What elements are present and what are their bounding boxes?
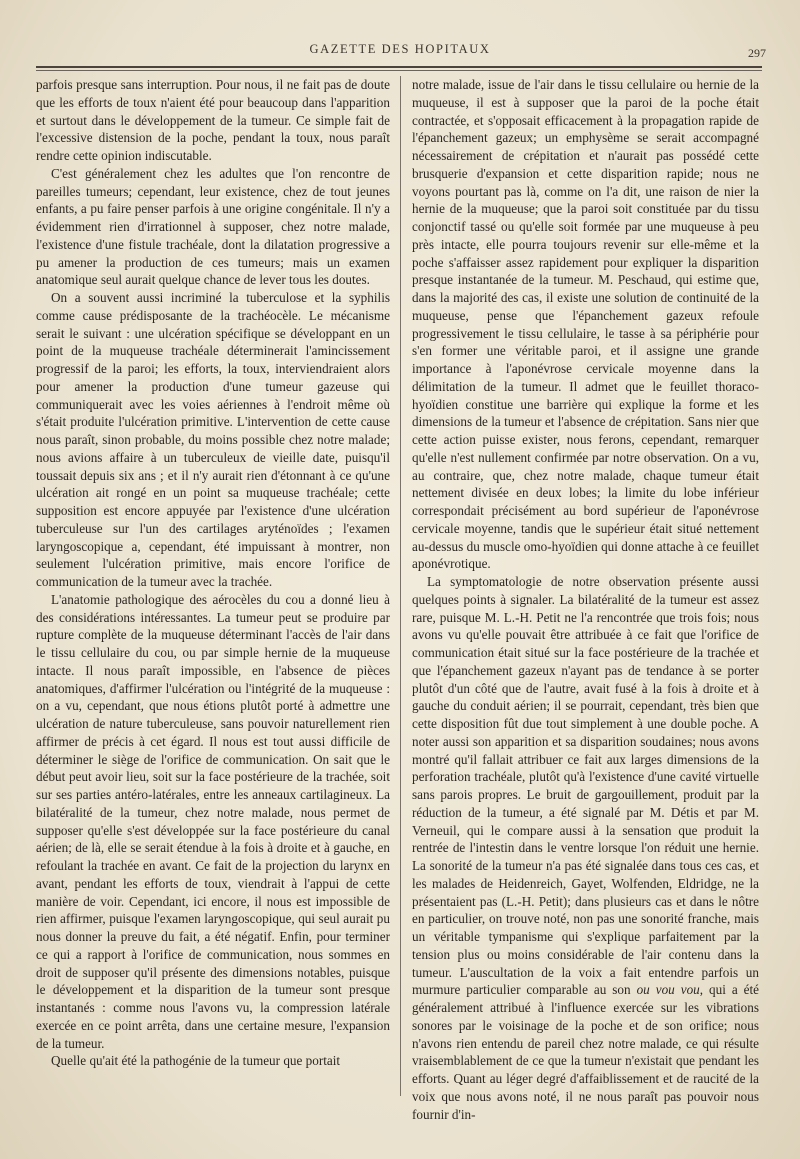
left-column xyxy=(36,76,390,1070)
paragraph xyxy=(412,573,759,1123)
italic-phrase: ou vou vou xyxy=(636,982,700,998)
paragraph-text-end: , qui a été généralement attribué à l'influence exercée sur les vibrations sonores par le voisinage de la poche et de son orifice; nous n'avons rien entendu de pareil chez notre malade, ce qui résulte vraisemblablement de ce que la tumeur n'existait que pendant les efforts. Quant au léger degré d'affaiblissement et de raucité de la voix que nous avons noté, il ne nous paraît pas pouvoir nous fournir d'in- xyxy=(412,982,759,1122)
right-column xyxy=(412,76,759,1123)
paragraph: Quelle qu'ait été la pathogénie de la tumeur que portait xyxy=(51,1053,341,1069)
header-rule-thick xyxy=(36,66,762,68)
paragraph: C'est généralement chez les adultes que l'on rencontre de pareilles tumeurs; cependant, leur existence, chez de tout jeunes enfants, a pu faire penser parfois à une origine congénitale. Il n'y a évidemment rien d'irrationnel à supposer, chez notre malade, l'existence d'une fistule trachéale, dont la dilatation progressive a pu amener la production de ces tumeurs; mais un examen anatomique seul aurait quelque chance de lever tous les doutes. xyxy=(36,165,390,288)
column-divider xyxy=(400,76,401,1096)
paragraph: On a souvent aussi incriminé la tuberculose et la syphilis comme cause prédisposante de la trachéocèle. Le mécanisme serait le suivant : une ulcération spécifique se développant en un point de la muqueuse trachéale déterminerait l'amincissement progressif de la paroi; les efforts, la toux, interviendraient alors pour amener la production d'une tumeur gazeuse qui communiquerait avec les voies aériennes à l'endroit même où s'était produite l'ulcération primitive. L'intervention de cette cause nous paraît, sinon probable, du moins possible chez notre malade; nous avions affaire à un tuberculeux de vieille date, puisqu'il toussait depuis six ans ; et il n'y aurait rien d'étonnant à ce qu'une ulcération ait rongé en un point sa muqueuse trachéale; cette supposition est encore appuyée par l'existence d'une ulcération tuberculeuse sur l'un des cartilages aryténoïdes ; l'examen laryngoscopique a, cependant, été impuissant à montrer, non seulement l'ulcération primitive, mais encore l'orifice de communication de la tumeur avec la trachée. xyxy=(36,290,390,589)
page-number: 297 xyxy=(748,46,766,60)
running-title: GAZETTE DES HOPITAUX xyxy=(309,42,491,56)
paragraph-text: La symptomatologie de notre observation présente aussi quelques points à signaler. La bilatéralité de la tumeur est assez rare, puisque M. L.-H. Petit ne l'a rencontrée que trois fois; nous avons vu qu'elle pouvait être attribuée à ce fait que l'orifice de communication était situé sur la face postérieure de la trachée et que l'épanchement gazeux n'ayant pas de tendance à se porter plutôt d'un côté que de l'autre, avait fusé à la fois à droite et à gauche du conduit aérien; il se pourrait, cependant, très bien que cette disposition fût due tout simplement à une double poche. A noter aussi son apparition et sa disparition soudaines; nous avons montré qu'il fallait attribuer ce fait aux larges dimensions de la perforation trachéale, plutôt qu'à l'existence d'une cavité virtuelle sans parois propres. Le bruit de gargouillement, produit par la réduction de la tumeur, a été signalé par M. Détis et par M. Verneuil, qui le compare aussi à la sensation que produit la rentrée de l'intestin dans le ventre lorsque l'on réduit une hernie. La sonorité de la tumeur n'a pas été signalée dans tous ces cas, et les malades de Heidenreich, Gayet, Wolfenden, Eldridge, ne la présentaient pas (L.-H. Petit); dans plusieurs cas et dans le nôtre en particulier, on trouve noté, non pas une sonorité franche, mais un véritable tympanisme qui s'explique parfaitement par la tension plus ou moins considérable de l'air contenu dans la tumeur. L'auscultation de la voix a fait entendre parfois un murmure particulier comparable au son xyxy=(412,574,759,998)
page-header xyxy=(30,42,770,62)
paragraph: L'anatomie pathologique des aérocèles du cou a donné lieu à des considérations intéressantes. La tumeur peut se produire par rupture complète de la muqueuse déterminant l'accès de l'air dans le tissu cellulaire du cou, ou par simple hernie de la muqueuse intacte. Il nous paraît impossible, en l'absence de pièces anatomiques, d'affirmer l'ulcération ou l'intégrité de la muqueuse : on a vu, cependant, que nous étions plutôt porté à admettre une ulcération de nature tuberculeuse, sans pouvoir naturellement rien affirmer de précis à cet égard. Il nous est tout aussi difficile de déterminer le siège de l'orifice de communication. On sait que le début peut avoir lieu, soit sur la face postérieure de la trachée, soit sur ses parties antéro-latérales, entre les anneaux cartilagineux. La bilatéralité de la tumeur, chez notre malade, nous permet de supposer qu'elle s'est développée sur la face postérieure du canal aérien; de là, elle se serait étendue à la fois à droite et à gauche, en refoulant la trachée en avant. Ce fait de la projection du larynx en avant, pendant les efforts de toux, viendrait à l'appui de cette manière de voir. Cependant, ici encore, il nous est impossible de rien affirmer, puisque l'examen laryngoscopique, qui seul aurait pu nous donner la preuve du fait, a été négatif. Enfin, pour terminer ce qui a rapport à l'orifice de communication, nous sommes en droit de supposer qu'il présente des dimensions notables, puisque le développement et la disparition de la tumeur sont presque instantanés : comme nous l'avons vu, la compression latérale exercée en ce point arrêta, dans une certaine mesure, l'expansion de la tumeur. xyxy=(36,591,390,1051)
paragraph: parfois presque sans interruption. Pour nous, il ne fait pas de doute que les efforts de toux n'aient été pour beaucoup dans l'apparition et surtout dans le développement de la tumeur. Ce simple fait de l'excessive distension de la poche, pendant la toux, nous paraît rendre cette opinion indiscutable. xyxy=(36,77,390,163)
header-rule-thin xyxy=(36,70,762,71)
paragraph: notre malade, issue de l'air dans le tissu cellulaire ou hernie de la muqueuse, il est à supposer que la paroi de la poche était contractée, et s'opposait efficacement à la propagation rapide de l'épanchement gazeux; un emphysème se serait accompagné nécessairement de crépitation et n'aurait pas possédé cette brusquerie d'expansion et cette disparition rapide; nous ne voyons pourtant pas là, comme on l'a dit, une raison de nier la hernie de la muqueuse; que la paroi soit constituée par du tissu conjonctif tassé ou qu'elle soit formée par une muqueuse à peu près intacte, elle pourra toujours revenir sur elle-même et la poche s'affaisser assez rapidement pour expliquer la disparition presque instantanée de la tumeur. M. Peschaud, qui estime que, dans la majorité des cas, il existe une solution de continuité de la muqueuse, pense que l'épanchement gazeux refoule progressivement le tissu cellulaire, le tasse à sa périphérie pour s'en former une véritable paroi, et il assigne une grande importance à l'aponévrose cervicale moyenne dans la délimitation de la tumeur. Il admet que le feuillet thoraco-hyoïdien constitue une barrière qui explique la forme et les dimensions de la tumeur et l'absence de crépitation. Sans nier que cette action puisse exister, nous ferons, cependant, remarquer qu'elle n'est nullement confirmée par notre observation. On a vu, au contraire, que, chez notre malade, chaque tumeur était nettement divisée en deux lobes; la limite du lobe inférieur correspondait précisément au bord supérieur de l'aponévrose cervicale moyenne, tandis que le supérieur était situé nettement au-dessus du muscle omo-hyoïdien qui donne attache à ce feuillet aponévrotique. xyxy=(412,77,759,572)
